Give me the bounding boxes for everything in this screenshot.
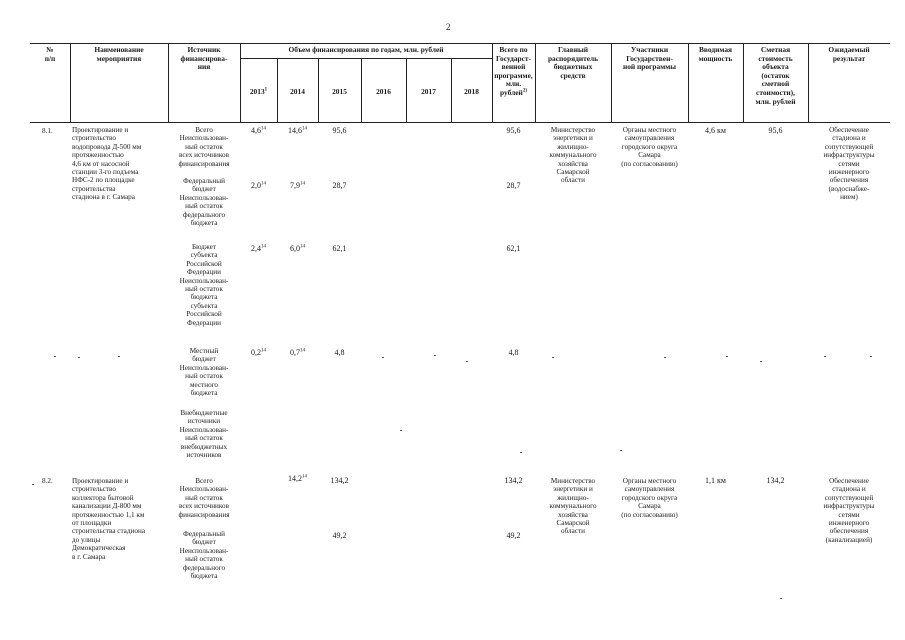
value-cell: 62,1 xyxy=(332,244,347,253)
header-num: № п/п xyxy=(44,45,56,63)
scan-speck xyxy=(552,357,554,358)
value-cell: $0,7^{14}$ xyxy=(290,348,305,357)
table-top-border xyxy=(30,43,890,44)
header-year-2018: 2018 xyxy=(464,87,479,96)
row-8-2-manager: Министерство энергетики и жилищно- коммунального хозяйства Самарской области xyxy=(549,477,597,536)
scan-speck xyxy=(32,484,34,485)
row-8-1-source-extrabudget: Внебюджетные источники Неиспользован- ный остаток внебюджетных источников xyxy=(179,409,229,460)
row-8-1-source-regional: Бюджет субъекта Российской Федерации Неиспользован- ный остаток бюджета субъекта Российской Федерации xyxy=(179,243,229,327)
scan-speck xyxy=(434,355,436,356)
scan-speck xyxy=(78,357,80,358)
row-8-1-cost: 95,6 xyxy=(768,126,783,135)
scan-speck xyxy=(54,356,56,357)
header-year-2016: 2016 xyxy=(376,87,391,96)
value-cell: $2,4^{14}$ xyxy=(251,244,266,253)
scan-speck xyxy=(520,452,522,453)
header-cost: Сметная стоимость объекта (остаток сметной стоимости), млн. рублей xyxy=(755,45,796,106)
row-8-2-num: 8.2. xyxy=(42,477,53,485)
value-cell: 95,6 xyxy=(332,126,347,135)
row-8-1-participants: Органы местного самоуправления городского округа Самара (по согласованию) xyxy=(621,126,678,168)
row-8-1-source-local: Местный бюджет Неиспользован- ный остаток местного бюджета xyxy=(179,347,229,398)
row-8-2-source-federal: Федеральный бюджет Неиспользован- ный остаток федерального бюджета xyxy=(179,530,229,581)
value-cell: 134,2 xyxy=(504,476,523,485)
header-source: Источник финансирова- ния xyxy=(180,45,228,72)
value-cell: 49,2 xyxy=(332,531,347,540)
header-year-2017: 2017 xyxy=(421,87,436,96)
scan-speck xyxy=(664,357,666,358)
value-cell: 14,6$^{14}$ xyxy=(288,126,307,135)
row-8-1-source-federal: Федеральный бюджет Неиспользован- ный остаток федерального бюджета xyxy=(179,177,229,228)
value-cell: 49,2 xyxy=(506,531,521,540)
row-8-1-name: Проектирование и строительство водопровода Д-500 мм протяженностью 4,6 км от насосной станции 3-го подъема НФС-2 по площадке строительства стадиона в г. Самара xyxy=(72,126,142,202)
row-8-1-result: Обеспечение стадиона и сопутствующей инфраструктуры сетями инженерного обеспечения (водоснабже- нием) xyxy=(823,126,875,202)
scan-speck xyxy=(620,450,622,451)
header-capacity: Вводимая мощность xyxy=(698,45,733,63)
row-8-1-source-total: Всего Неиспользован- ный остаток всех источников финансирования xyxy=(178,126,230,168)
row-8-2-cost: 134,2 xyxy=(766,476,785,485)
row-8-2-capacity: 1,1 км xyxy=(705,476,726,485)
scan-speck xyxy=(118,356,120,357)
page-number: 2 xyxy=(446,22,451,32)
row-8-1-capacity: 4,6 км xyxy=(705,126,726,135)
scan-speck xyxy=(760,361,762,362)
value-cell: 4,8 xyxy=(334,348,345,357)
value-cell: 28,7 xyxy=(506,181,521,190)
row-8-1-num: 8.1. xyxy=(42,127,53,135)
value-cell: $2,0^{14}$ xyxy=(251,181,266,190)
row-8-1-manager: Министерство энергетики и жилищно- коммунального хозяйства Самарской области xyxy=(549,126,597,185)
header-result: Ожидаемый результат xyxy=(828,45,870,63)
value-cell: 4,8 xyxy=(508,348,519,357)
value-cell: $4,6^{14}$ xyxy=(251,126,266,135)
header-bottom-border xyxy=(30,122,890,123)
header-name: Наименование мероприятия xyxy=(94,45,144,63)
value-cell: $7,9^{14}$ xyxy=(290,181,305,190)
header-year-2015: 2015 xyxy=(332,87,347,96)
header-participants: Участники Государствен- ной программы xyxy=(622,45,677,72)
scan-speck xyxy=(824,356,826,357)
value-cell: 14,2$^{14}$ xyxy=(288,474,307,483)
header-total: Всего по Государст- венной программе, млн. рублей$^{2)}$ xyxy=(494,45,533,97)
value-cell: 134,2 xyxy=(330,476,349,485)
value-cell: $0,2^{14}$ xyxy=(251,348,266,357)
row-8-2-name: Проектирование и строительство коллектора бытовой канализации Д-800 мм протяженностью 1,1 км от площадки строительства стадиона до улицы Демократическая в г. Самара xyxy=(72,477,146,561)
scan-speck xyxy=(382,357,384,358)
scan-speck xyxy=(466,361,468,362)
row-8-2-participants: Органы местного самоуправления городского округа Самара (по согласованию) xyxy=(621,477,678,519)
header-funding: Объем финансирования по годам, млн. рублей xyxy=(288,45,444,54)
value-cell: 62,1 xyxy=(506,244,521,253)
scan-speck xyxy=(780,598,782,599)
scan-speck xyxy=(870,356,872,357)
row-8-2-result: Обеспечение стадиона и сопутствующей инфраструктуры сетями инженерного обеспечения (канализацией) xyxy=(823,477,875,544)
header-manager: Главный распорядитель бюджетных средств xyxy=(547,45,599,80)
value-cell: $6,0^{14}$ xyxy=(290,244,305,253)
col-divider xyxy=(240,43,241,123)
scan-speck xyxy=(726,356,728,357)
scan-speck xyxy=(400,430,402,431)
header-year-2013: 2013$^1$ xyxy=(249,87,268,96)
header-year-2014: 2014 xyxy=(290,87,305,96)
value-cell: 95,6 xyxy=(506,126,521,135)
value-cell: 28,7 xyxy=(332,181,347,190)
row-8-2-source-total: Всего Неиспользован- ный остаток всех источников финансирования xyxy=(178,477,230,519)
